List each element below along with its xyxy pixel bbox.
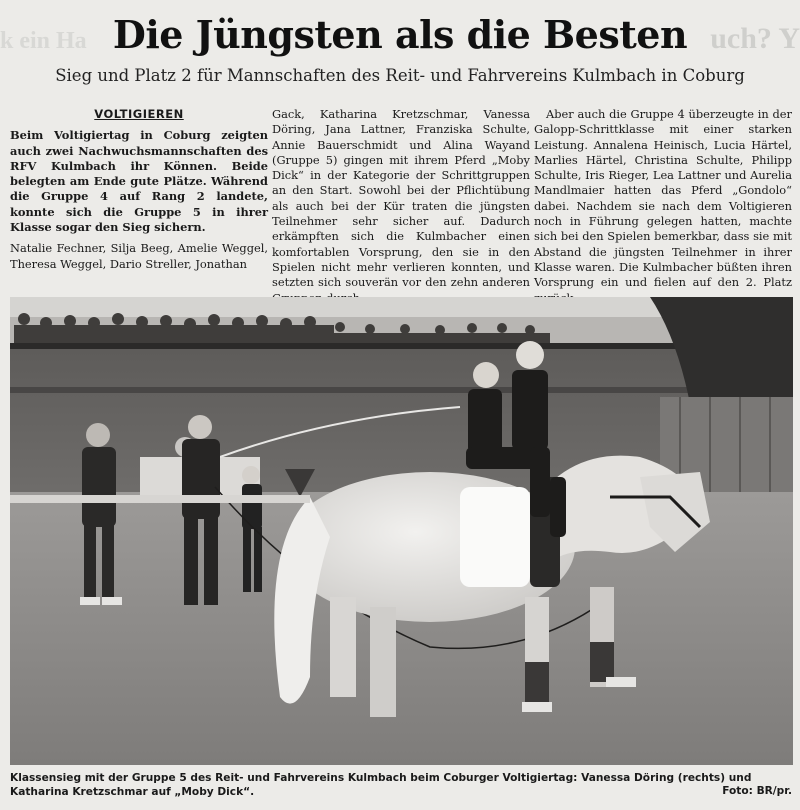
body-paragraph-col2: Gack, Katharina Kretzschmar, Vanessa Döring, Jana Lattner, Franziska Schulte, Annie Bauerschmidt und Alina Wayand (Gruppe 5) gingen mit ihrem Pferd „Moby Dick“ in der Kategorie der Schrittgruppen an den Start. Sowohl bei der Pflichtübung als auch bei der Kür traten die jüngsten Teilnehmer sehr sicher auf. Dadurch erkämpften sich die Kulmbacher einen komfortablen Vorsprung, den sie in den Spielen nicht mehr verlieren konnten, und setzten sich souverän vor den zehn anderen xyxy=(272,107,530,290)
vaulting-photo xyxy=(10,297,793,765)
column-2 xyxy=(272,107,530,306)
lead-paragraph: Beim Voltigiertag in Coburg zeigten auch zwei Nachwuchsmannschaften des RFV Kulmbach ihr Können. Beide belegten am Ende gute Plätze. Während die Gruppe 4 auf Rang 2 landete, konnte sich die Gruppe 5 in ihrer Klasse sogar den Sieg sichern. xyxy=(10,128,268,235)
column-1 xyxy=(10,107,268,272)
body-paragraph-col1: Natalie Fechner, Silja Beeg, Amelie Weggel, Theresa Weggel, Dario Streller, Jonathan xyxy=(10,241,268,271)
bleed-through-text-right: uch? Y xyxy=(710,22,800,55)
headline: Die Jüngsten als die Besten xyxy=(112,12,688,57)
subheadline: Sieg und Platz 2 für Mannschaften des Reit- und Fahrvereins Kulmbach in Coburg xyxy=(55,66,745,85)
kicker: VOLTIGIEREN xyxy=(94,107,184,121)
body-paragraph-col3: Aber auch die Gruppe 4 überzeugte in der Galopp-Schrittklasse mit einer starken Leistung. Annalena Heinisch, Lucia Härtel, Marlies Härtel, Christina Schulte, Philipp Schulte, Iris Rieger, Lea Lattner und Aurelia Mandlmaier hatten das Pferd „Gondolo“ dabei. Nachdem sie nach dem Voltigieren noch in Führung gelegen hatten, machte sich bei den Spielen bemerkbar, dass sie mit Abstand die jüngsten Teilnehmer in ihrer Klasse waren. Die Kulmbacher büßten ihren Vorsprung ein und fielen auf den 2. Platz xyxy=(534,107,792,290)
photo-caption: Klassensieg mit der Gruppe 5 des Reit- und Fahrvereins Kulmbach beim Coburger Voltigiertag: Vanessa Döring (rechts) und Katharina Kretzschmar auf „Moby Dick“. xyxy=(10,772,752,798)
column-3 xyxy=(534,107,792,306)
photo-credit: Foto: BR/pr. xyxy=(722,785,792,797)
bleed-through-text-left: k ein Ha xyxy=(0,28,87,54)
